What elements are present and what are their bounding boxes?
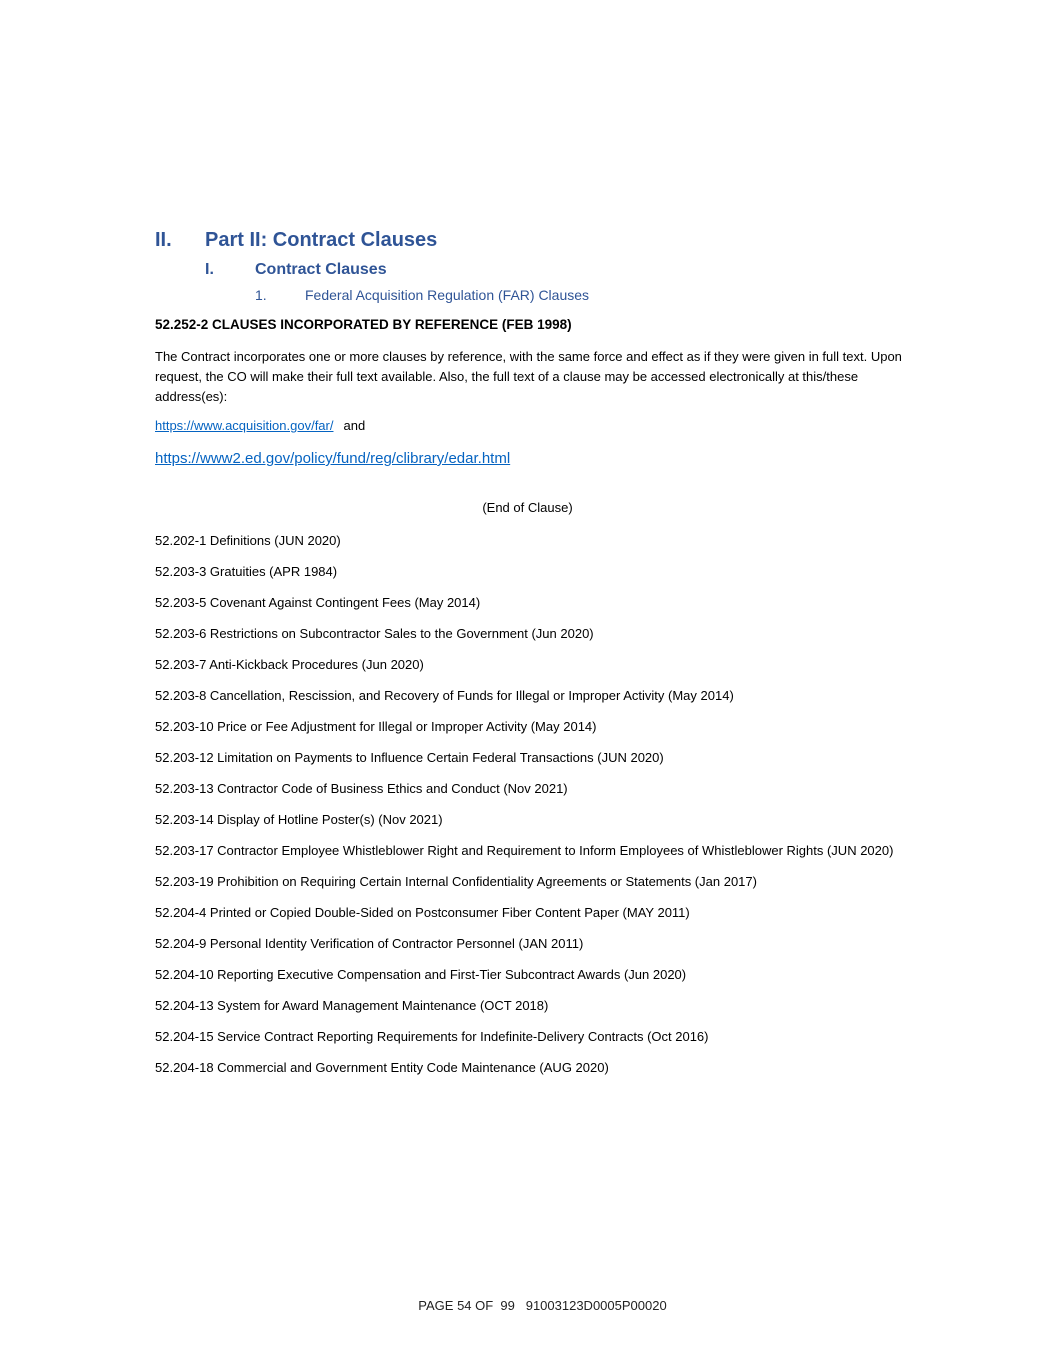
subsection-title: Contract Clauses	[255, 261, 387, 278]
list-item: 52.203-7 Anti-Kickback Procedures (Jun 2020)	[155, 657, 424, 672]
list-item: 52.203-17 Contractor Employee Whistleblower Right and Requirement to Inform Employees of Whistleblower Rights (JUN 2020)	[155, 843, 894, 858]
list-item: 52.203-3 Gratuities (APR 1984)	[155, 564, 338, 579]
and-text: and	[343, 418, 366, 433]
section-title: Part II: Contract Clauses	[205, 229, 438, 251]
list-item: 52.203-19 Prohibition on Requiring Certain Internal Confidentiality Agreements or Statements (Jan 2017)	[155, 874, 757, 889]
acquisition-gov-link[interactable]: https://www.acquisition.gov/far/	[155, 418, 334, 433]
list-item: 52.203-13 Contractor Code of Business Ethics and Conduct (Nov 2021)	[155, 781, 568, 796]
list-item: 52.203-5 Covenant Against Contingent Fees (May 2014)	[155, 595, 481, 610]
sub-subsection-title: Federal Acquisition Regulation (FAR) Clauses	[305, 287, 590, 303]
list-item: 52.204-9 Personal Identity Verification of Contractor Personnel (JAN 2011)	[155, 936, 584, 951]
list-item: 52.204-10 Reporting Executive Compensation and First-Tier Subcontract Awards (Jun 2020)	[155, 967, 687, 982]
clause-heading: 52.252-2 CLAUSES INCORPORATED BY REFERENCE (FEB 1998)	[155, 317, 572, 332]
clause-list	[155, 531, 905, 1089]
list-item: 52.202-1 Definitions (JUN 2020)	[155, 533, 341, 548]
list-item: 52.203-6 Restrictions on Subcontractor Sales to the Government (Jun 2020)	[155, 626, 594, 641]
list-item: 52.204-15 Service Contract Reporting Requirements for Indefinite-Delivery Contracts (Oct 2016)	[155, 1029, 709, 1044]
edar-link[interactable]: https://www2.ed.gov/policy/fund/reg/clibrary/edar.html	[155, 450, 511, 467]
list-item: 52.204-13 System for Award Management Maintenance (OCT 2018)	[155, 998, 549, 1013]
list-item: 52.203-12 Limitation on Payments to Influence Certain Federal Transactions (JUN 2020)	[155, 750, 664, 765]
list-item: 52.203-14 Display of Hotline Poster(s) (Nov 2021)	[155, 812, 443, 827]
list-item: 52.203-8 Cancellation, Rescission, and Recovery of Funds for Illegal or Improper Activity (May 2014)	[155, 688, 734, 703]
list-item: 52.204-4 Printed or Copied Double-Sided on Postconsumer Fiber Content Paper (MAY 2011)	[155, 905, 690, 920]
subsection-heading	[205, 261, 387, 279]
list-item: 52.204-18 Commercial and Government Entity Code Maintenance (AUG 2020)	[155, 1060, 609, 1075]
end-of-clause: (End of Clause)	[482, 500, 573, 515]
sub-subsection-number: 1.	[255, 287, 267, 303]
section-number: II.	[155, 229, 172, 251]
reference-links-line	[155, 418, 365, 433]
sub-subsection-heading	[255, 287, 589, 303]
section-heading-part-ii	[155, 229, 437, 252]
page-footer: PAGE 54 OF 99 91003123D0005P00020	[418, 1298, 667, 1313]
subsection-number: I.	[205, 261, 214, 278]
reference-links-line-2	[155, 450, 510, 467]
clause-body: The Contract incorporates one or more clauses by reference, with the same force and effect as if they were given in full text. Upon request, the CO will make their full text available. Also, the full text of a clause may be accessed electronically at this/these address(es):	[155, 349, 902, 404]
list-item: 52.203-10 Price or Fee Adjustment for Illegal or Improper Activity (May 2014)	[155, 719, 597, 734]
